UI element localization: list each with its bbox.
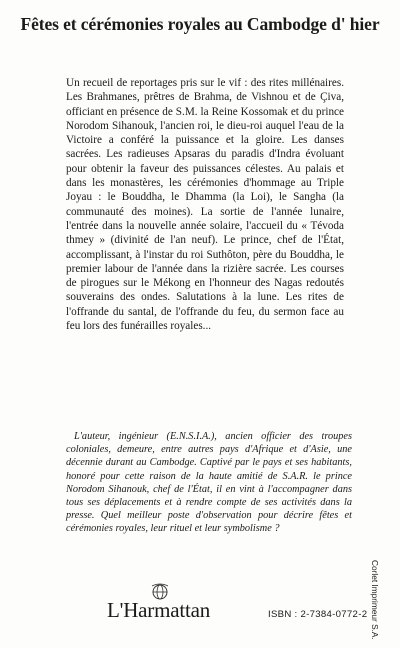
printer-credit: Corlet Imprimeur S.A. <box>370 560 380 640</box>
publisher-name: L'Harmattan <box>107 598 211 622</box>
author-paragraph: L'auteur, ingénieur (E.N.S.I.A.), ancien officier des troupes coloniales, demeure, entre autres pays d'Afrique et d'Asie, une décennie durant au Cambodge. Captivé par le pays et ses habitants, honoré pour cette raison de la haute amitié de S.A.R. le prince Norodom Sihanouk, chef de l'État, il en vint à l'accompagner dans tous ses déplacements et à rendre compte de ses activités dans la presse. Quel meilleur poste d'observation pour décrire fêtes et cérémonies royales, leur rituel et leur symbolisme ? <box>66 431 352 535</box>
globe-icon <box>149 582 171 600</box>
author-note <box>66 430 352 536</box>
summary-paragraph: Un recueil de reportages pris sur le vif : des rites millénaires. Les Brahmanes, prêtres de Brahma, de Vishnou et de Çiva, officiant en présence de S.M. la Reine Kossomak et du prince Norodom Sihanouk, l'ancien roi, le dieu-roi auquel l'eau de la Victoire a conféré la puissance et la gloire. Les danses sacrées. Les radieuses Apsaras du paradis d'Indra évoluant pour obtenir la faveur des puissances célestes. Au palais et dans les monastères, les cérémonies d'hommage au Triple Joyau : le Bouddha, le Dhamma (la Loi), le Sangha (la communauté des moines). La sortie de l'année lunaire, l'entrée dans la nouvelle année solaire, l'accueil du « Tévoda thmey » (divinité de l'an neuf). Le prince, chef de l'État, accomplissant, à l'instar du roi Suthôton, père du Bouddha, le premier labour de l'année dans la rizière sacrée. Les courses de pirogues sur le Mékong en l'honneur des Nagas redoutés souverains des ondes. Salutations à la lune. Les rites de l'offrande du santal, de l'offrande du feu, du sermon face au feu lors des funérailles royales... <box>66 77 344 333</box>
isbn: ISBN : 2-7384-0772-2 <box>268 609 368 620</box>
book-title: Fêtes et cérémonies royales au Cambodge d' hier <box>20 14 380 34</box>
publisher-logo <box>107 598 210 623</box>
summary-text <box>66 76 344 333</box>
